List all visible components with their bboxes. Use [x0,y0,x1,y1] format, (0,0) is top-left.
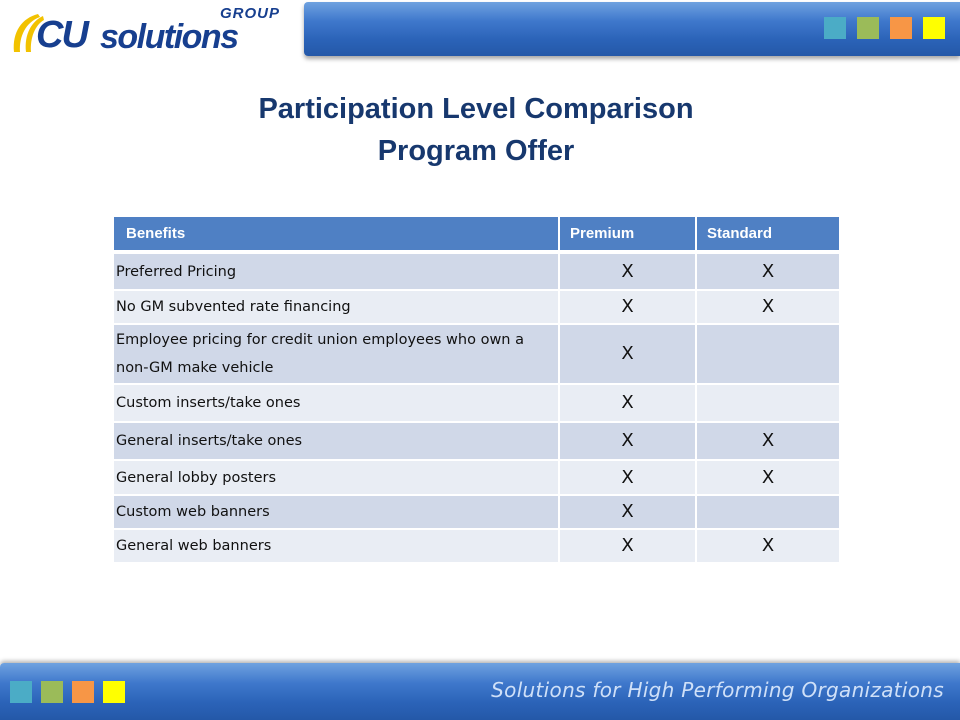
premium-cell: X [559,460,696,495]
standard-cell [696,324,840,384]
premium-cell: X [559,252,696,290]
standard-cell [696,384,840,422]
benefit-cell: Employee pricing for credit union employees who own a non-GM make vehicle [113,324,559,384]
header-standard: Standard [696,216,840,252]
table-row [113,290,840,324]
title-line-2: Program Offer [377,135,575,167]
table-row [113,324,840,384]
standard-cell [696,495,840,529]
slide-title [0,88,952,172]
benefit-cell: No GM subvented rate financing [113,290,559,324]
benefit-cell: General web banners [113,529,559,563]
benefit-cell: General inserts/take ones [113,422,559,460]
benefit-cell: Custom web banners [113,495,559,529]
comparison-table [112,215,841,564]
header-square-teal [824,17,846,39]
footer-square-teal [10,681,32,703]
footer-tagline: Solutions for High Performing Organizations [491,678,944,702]
standard-cell: X [696,252,840,290]
standard-cell: X [696,529,840,563]
header-bar [304,2,960,56]
premium-cell: X [559,422,696,460]
header-premium: Premium [559,216,696,252]
table-row [113,422,840,460]
footer-square-green [41,681,63,703]
title-line-1: Participation Level Comparison [258,93,694,125]
benefit-cell: Custom inserts/take ones [113,384,559,422]
standard-cell: X [696,422,840,460]
logo-group-text: GROUP [220,5,281,22]
footer-bar [0,663,960,720]
footer-square-orange [72,681,94,703]
table-header-row [113,216,840,252]
table-row [113,384,840,422]
standard-cell: X [696,460,840,495]
header-square-orange [890,17,912,39]
header-benefits: Benefits [113,216,559,252]
header-square-green [857,17,879,39]
cu-solutions-logo [10,6,300,56]
premium-cell: X [559,324,696,384]
footer-square-yellow [103,681,125,703]
premium-cell: X [559,495,696,529]
benefit-cell: Preferred Pricing [113,252,559,290]
header-square-yellow [923,17,945,39]
table-row [113,529,840,563]
table-row [113,495,840,529]
premium-cell: X [559,290,696,324]
logo-solutions-text: solutions [100,18,238,56]
standard-cell: X [696,290,840,324]
table-row [113,460,840,495]
benefit-cell: General lobby posters [113,460,559,495]
logo-cu-text: CU [36,14,87,56]
premium-cell: X [559,529,696,563]
table-row [113,252,840,290]
premium-cell: X [559,384,696,422]
